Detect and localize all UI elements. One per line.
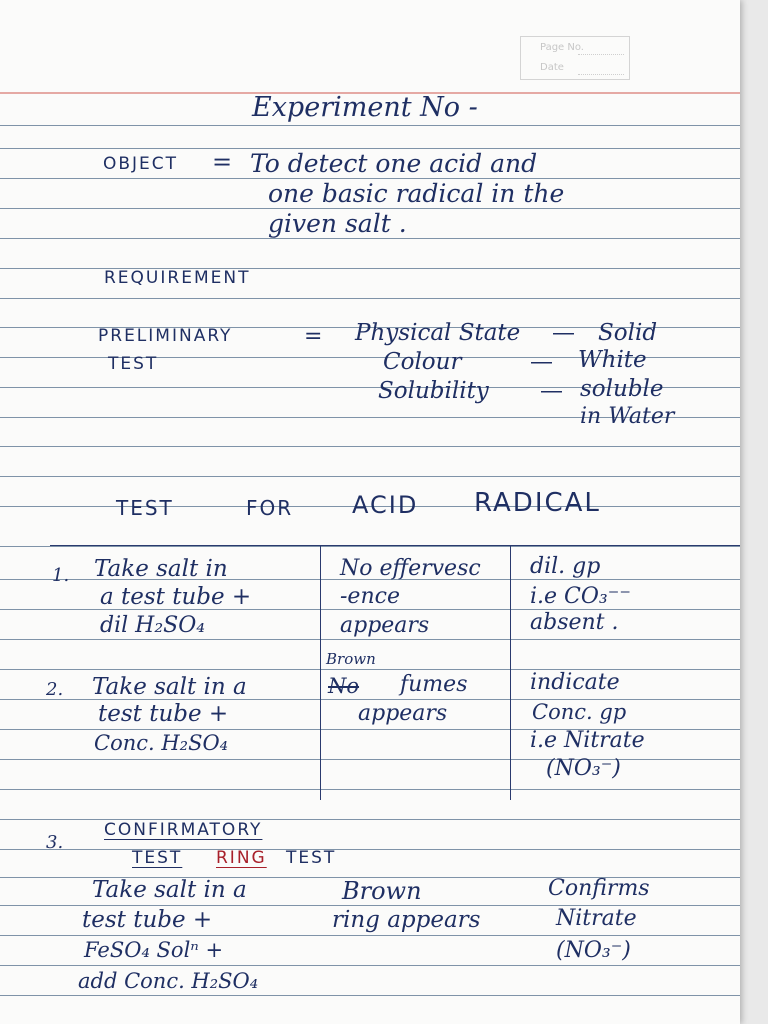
test-2-exp-3: Conc. H₂SO₄ <box>94 731 229 755</box>
test-2-obs-1: fumes <box>400 672 468 697</box>
confirmatory-sub-test: TEST <box>132 848 183 868</box>
ruled-line <box>0 298 740 299</box>
solubility-value: soluble <box>580 376 664 402</box>
test-1-inf-2: i.e CO₃⁻⁻ <box>530 584 631 609</box>
solubility-extra: in Water <box>580 404 675 429</box>
test-2-number: 2. <box>46 679 64 700</box>
colour-value: White <box>578 347 647 373</box>
ruled-line <box>0 995 740 996</box>
experiment-title: Experiment No - <box>252 92 478 123</box>
test-3-exp-2: test tube + <box>82 907 213 933</box>
test-3-exp-3: FeSO₄ Solⁿ + <box>84 938 224 962</box>
ruled-line <box>0 446 740 447</box>
test-3-obs-2: ring appears <box>332 907 481 933</box>
preliminary-test-label: TEST <box>108 354 159 374</box>
test-2-obs-inserted: Brown <box>326 650 376 668</box>
ruled-line <box>0 669 740 670</box>
ruled-line <box>0 759 740 760</box>
date-label: Date <box>540 62 564 73</box>
ruled-line <box>0 935 740 936</box>
object-label: OBJECT <box>103 154 179 174</box>
object-line-1: To detect one acid and <box>250 149 538 178</box>
test-2-obs-struck: No <box>328 674 360 698</box>
solubility-key: Solubility <box>378 378 489 404</box>
ruled-line <box>0 639 740 640</box>
table-top-border <box>50 545 740 546</box>
colour-key: Colour <box>383 349 462 375</box>
acid-heading-test: TEST <box>116 496 174 520</box>
page-number-box <box>520 36 630 80</box>
acid-heading-radical: RADICAL <box>474 488 601 518</box>
test-3-inf-1: Confirms <box>548 876 650 901</box>
date-blank <box>578 74 624 75</box>
test-1-obs-3: appears <box>340 613 430 638</box>
ruled-line <box>0 546 740 547</box>
colour-dash: — <box>530 349 553 375</box>
physical-state-dash: — <box>552 320 575 346</box>
test-3-number: 3. <box>46 832 64 853</box>
test-2-obs-2: appears <box>358 701 448 726</box>
object-line-3: given salt . <box>268 209 407 238</box>
test-2-inf-1: indicate <box>530 670 620 695</box>
test-3-exp-4: add Conc. H₂SO₄ <box>78 969 259 993</box>
test-2-inf-2: Conc. gp <box>532 700 627 724</box>
solubility-dash: — <box>540 378 563 404</box>
test-2-exp-1: Take salt in a <box>92 674 247 700</box>
acid-heading-acid: ACID <box>352 491 419 519</box>
preliminary-separator: = <box>304 324 323 349</box>
test-1-exp-1: Take salt in <box>94 556 228 582</box>
test-1-exp-3: dil H₂SO₄ <box>100 613 206 638</box>
test-3-inf-3: (NO₃⁻) <box>556 938 631 963</box>
table-col-divider-1 <box>320 545 321 800</box>
ruled-line <box>0 125 740 126</box>
test-1-exp-2: a test tube + <box>100 584 252 610</box>
test-3-exp-1: Take salt in a <box>92 877 247 903</box>
acid-heading-for: FOR <box>246 496 294 520</box>
test-2-inf-4: (NO₃⁻) <box>546 756 621 781</box>
ruled-line <box>0 965 740 966</box>
physical-state-value: Solid <box>598 320 658 346</box>
table-col-divider-2 <box>510 545 511 800</box>
page-no-label: Page No. <box>540 42 584 53</box>
confirmatory-title: CONFIRMATORY <box>104 820 263 840</box>
object-line-2: one basic radical in the <box>268 179 565 208</box>
test-1-inf-3: absent . <box>530 610 619 635</box>
confirmatory-sub-ring: RING <box>216 848 267 868</box>
ruled-line <box>0 238 740 239</box>
page-no-blank <box>578 54 624 55</box>
test-3-obs-1: Brown <box>342 877 422 905</box>
object-separator: = <box>212 148 233 176</box>
requirement-heading: REQUIREMENT <box>104 268 251 288</box>
test-1-inf-1: dil. gp <box>530 554 601 579</box>
ruled-line <box>0 789 740 790</box>
test-1-number: 1. <box>52 565 70 586</box>
ruled-line <box>0 476 740 477</box>
test-1-obs-2: -ence <box>340 584 400 609</box>
test-2-inf-3: i.e Nitrate <box>530 728 645 753</box>
ruled-line <box>0 849 740 850</box>
preliminary-label: PRELIMINARY <box>98 326 233 346</box>
confirmatory-sub-test-2: TEST <box>286 848 337 868</box>
test-3-inf-2: Nitrate <box>556 906 637 931</box>
test-1-obs-1: No effervesc <box>340 556 481 581</box>
physical-state-key: Physical State <box>355 320 521 346</box>
test-2-exp-2: test tube + <box>98 701 229 727</box>
